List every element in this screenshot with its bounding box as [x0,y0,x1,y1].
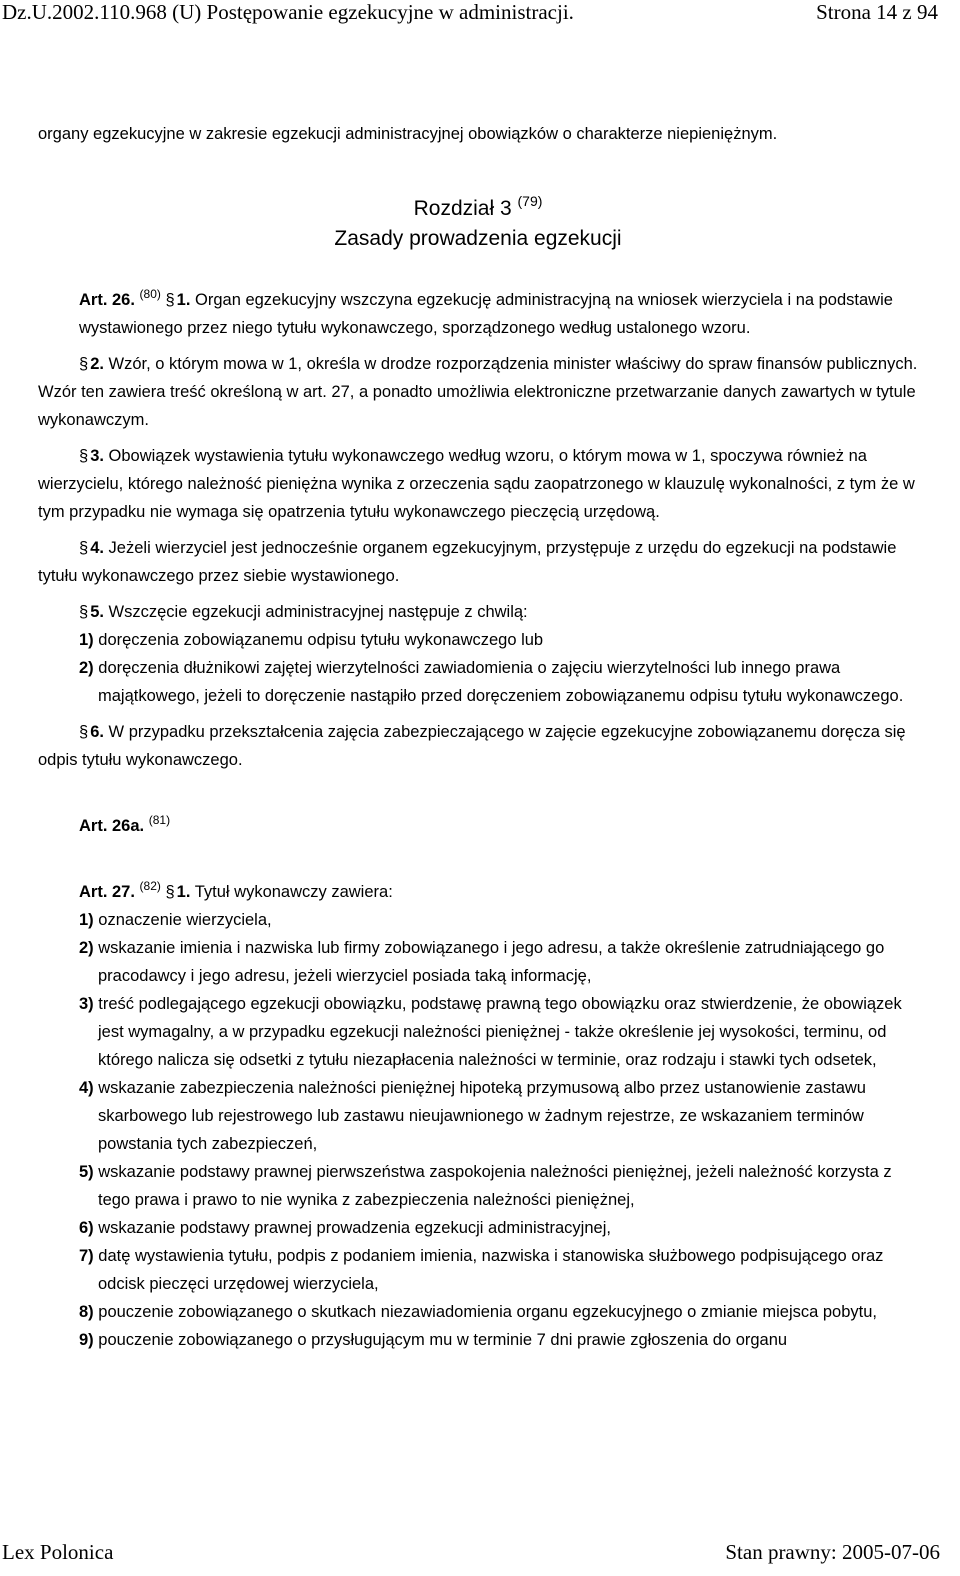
item-text: doręczenia dłużnikowi zajętej wierzytelności zawiadomienia o zajęciu wierzytelności lub innego prawa majątkowego, jeżeli to doręczenie nastąpiło przed doręczeniem zobowiązanemu odpisu tytułu wykonawczego. [98,659,904,705]
list-item [38,906,918,934]
chapter-footnote-ref: (79) [517,193,543,209]
art-26-section-3 [38,442,918,526]
document-title: Dz.U.2002.110.968 (U) Postępowanie egzekucyjne w administracji. [2,0,574,24]
footnote-ref: (81) [148,813,171,827]
item-text: datę wystawienia tytułu, podpis z podaniem imienia, nazwiska i stanowiska służbowego podpisującego oraz odcisk pieczęci urzędowej wierzyciela, [98,1247,884,1293]
chapter-subtitle: Zasady prowadzenia egzekucji [334,227,622,250]
item-number: 6) [79,1219,94,1237]
publisher-name: Lex Polonica [2,1540,114,1564]
section-text: Obowiązek wystawienia tytułu wykonawczego według wzoru, o którym mowa w 1, spoczywa również na wierzycielu, którego należność pieniężna wynika z orzeczenia sądu zaopatrzonego w klauzulę wykonalności, z tym że w tym przypadku nie wymaga się opatrzenia tytułu wykonawczego pieczęcią urzędową. [38,447,915,521]
item-text: oznaczenie wierzyciela, [98,911,272,929]
art-26a [38,806,918,840]
item-number: 4) [79,1079,94,1097]
item-number: 7) [79,1247,94,1265]
section-text: Wzór, o którym mowa w 1, określa w drodze rozporządzenia minister właściwy do spraw finansów publicznych. Wzór ten zawiera treść określoną w art. 27, a ponadto umożliwia elektroniczne przetwarzanie danych zawartych w tytule wykonawczym. [38,355,918,429]
list-item [38,1074,918,1158]
art-26-section-1 [38,280,918,342]
article-label: Art. 26a. [79,817,145,835]
footnote-ref: (82) [139,879,161,893]
list-item [38,626,918,654]
item-text: wskazanie zabezpieczenia należności pieniężnej hipoteką przymusową albo przez ustanowienie zastawu skarbowego lub rejestrowego lub zastawu nieujawnionego w żadnym rejestrze, ze wskazaniem terminów powstania tych zabezpieczeń, [98,1079,866,1153]
item-number: 8) [79,1303,94,1321]
list-item [38,1214,918,1242]
list-item [38,990,918,1074]
art-26-section-4 [38,534,918,590]
section-sign-icon: § [79,447,89,465]
section-number: 5. [90,603,104,621]
art-27-list [38,906,918,1354]
item-text: wskazanie podstawy prawnej pierwszeństwa zaspokojenia należności pieniężnej, jeżeli należność korzysta z tego prawa i prawo to nie wynika z zabezpieczenia należności pieniężnej, [98,1163,892,1209]
page-number: Strona 14 z 94 [816,0,938,24]
section-text: W przypadku przekształcenia zajęcia zabezpieczającego w zajęcie egzekucyjne zobowiązanemu doręcza się odpis tytułu wykonawczego. [38,723,906,769]
section-number: 4. [90,539,104,557]
item-number: 3) [79,995,94,1013]
item-text: wskazanie imienia i nazwiska lub firmy zobowiązanego i jego adresu, a także określenie zatrudniającego go pracodawcy i jego adresu, jeżeli wierzyciel posiada taką informację, [98,939,885,985]
section-sign-icon: § [79,539,89,557]
item-text: pouczenie zobowiązanego o skutkach niezawiadomienia organu egzekucyjnego o zmianie miejsca pobytu, [98,1303,877,1321]
article-label: Art. 26. [79,291,135,309]
chapter-heading [38,186,918,254]
item-number: 9) [79,1331,94,1349]
section-number: 6. [90,723,104,741]
section-text: Tytuł wykonawczy zawiera: [194,883,393,901]
art-26-section-2 [38,350,918,434]
chapter-title: Rozdział 3 [413,197,512,220]
art-26-section-5-list [38,626,918,710]
section-sign-icon: § [165,883,175,901]
section-sign-icon: § [165,291,175,309]
item-number: 2) [79,659,94,677]
item-number: 2) [79,939,94,957]
document-body [38,120,918,1354]
section-number: 3. [90,447,104,465]
item-number: 1) [79,631,94,649]
section-number: 1. [176,291,191,309]
section-sign-icon: § [79,723,89,741]
item-text: pouczenie zobowiązanego o przysługującym mu w terminie 7 dni prawie zgłoszenia do organu [98,1331,788,1349]
section-number: 1. [176,883,191,901]
list-item [38,1158,918,1214]
article-label: Art. 27. [79,883,135,901]
section-sign-icon: § [79,603,89,621]
art-26-section-5 [38,598,918,626]
list-item [38,1298,918,1326]
legal-status-date: Stan prawny: 2005-07-06 [725,1540,940,1564]
section-number: 2. [90,355,104,373]
footnote-ref: (80) [139,287,161,301]
list-item [38,934,918,990]
section-text: Organ egzekucyjny wszczyna egzekucję administracyjną na wniosek wierzyciela i na podstawie wystawionego przez niego tytułu wykonawczego, sporządzonego według ustalonego wzoru. [79,291,893,337]
section-text: Jeżeli wierzyciel jest jednocześnie organem egzekucyjnym, przystępuje z urzędu do egzekucji na podstawie tytułu wykonawczego przez siebie wystawionego. [38,539,897,585]
item-number: 5) [79,1163,94,1181]
list-item [38,654,918,710]
list-item [38,1326,918,1354]
item-text: treść podlegającego egzekucji obowiązku, podstawę prawną tego obowiązku oraz stwierdzenie, że obowiązek jest wymagalny, a w przypadku egzekucji należności pieniężnej - także określenie jej wysokości, terminu, od którego nalicza się odsetki z tytułu niezapłacenia należności w terminie, oraz rodzaju i stawki tych odsetek, [98,995,902,1069]
intro-paragraph: organy egzekucyjne w zakresie egzekucji administracyjnej obowiązków o charakterze niepieniężnym. [38,125,778,143]
art-27-section-1 [38,872,918,906]
item-text: wskazanie podstawy prawnej prowadzenia egzekucji administracyjnej, [98,1219,611,1237]
section-text: Wszczęcie egzekucji administracyjnej następuje z chwilą: [108,603,528,621]
art-26-section-6 [38,718,918,774]
item-text: doręczenia zobowiązanemu odpisu tytułu wykonawczego lub [98,631,544,649]
item-number: 1) [79,911,94,929]
section-sign-icon: § [79,355,89,373]
list-item [38,1242,918,1298]
